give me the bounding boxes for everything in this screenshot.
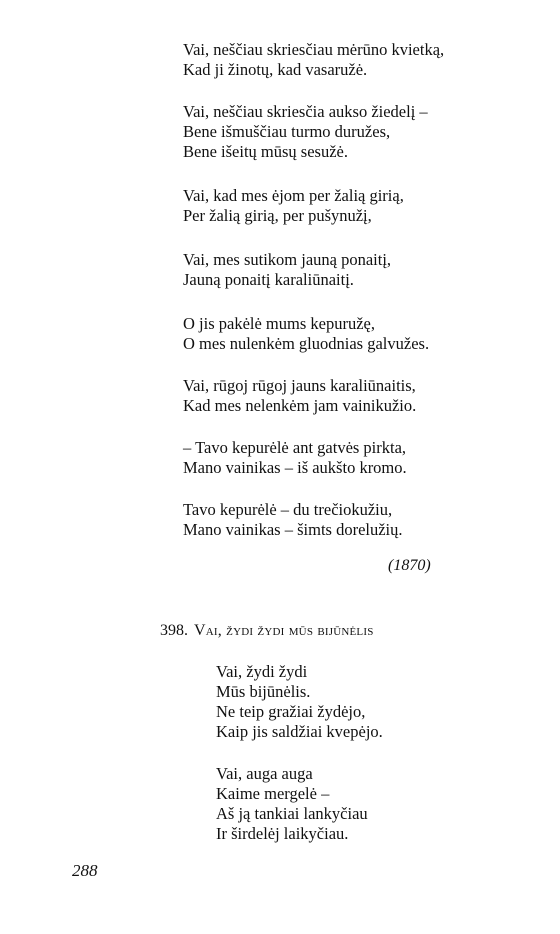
verse-line: Kad mes nelenkėm jam vainikužio. <box>183 396 417 415</box>
verse-line: Mano vainikas – iš aukšto kromo. <box>183 458 407 477</box>
poem1-stanza-7 <box>183 438 523 478</box>
poem-number: 398. <box>160 622 188 639</box>
verse-line: Ir širdelėj laikyčiau. <box>216 824 349 843</box>
page-number: 288 <box>72 861 98 880</box>
verse-line: Vai, neščiau skriesčiau mėrūno kvietką, <box>183 40 445 59</box>
poem2-stanza-1 <box>216 662 516 742</box>
poem-date: (1870) <box>388 557 431 574</box>
verse-line: Kad ji žinotų, kad vasaružė. <box>183 60 368 79</box>
poem1-stanza-4 <box>183 250 523 290</box>
verse-line: Kaime mergelė – <box>216 784 330 803</box>
verse-line: Mūs bijūnėlis. <box>216 682 311 701</box>
verse-line: Vai, kad mes ėjom per žalią girią, <box>183 186 404 205</box>
poem1-stanza-8 <box>183 500 523 540</box>
poem1-stanza-5 <box>183 314 523 354</box>
verse-line: Aš ją tankiai lankyčiau <box>216 804 368 823</box>
verse-line: Kaip jis saldžiai kvepėjo. <box>216 722 383 741</box>
poem1-stanza-3 <box>183 186 523 226</box>
verse-line: Jauną ponaitį karaliūnaitį. <box>183 270 354 289</box>
verse-line: Per žalią girią, per pušynužį, <box>183 206 372 225</box>
poem1-stanza-6 <box>183 376 523 416</box>
verse-line: Vai, rūgoj rūgoj jauns karaliūnaitis, <box>183 376 416 395</box>
poem-title: Vai, žydi žydi mūs bijūnėlis <box>194 622 374 639</box>
verse-line: Bene išeitų mūsų sesužė. <box>183 142 348 161</box>
verse-line: Vai, žydi žydi <box>216 662 308 681</box>
verse-line: Vai, auga auga <box>216 764 313 783</box>
verse-line: O jis pakėlė mums kepuružę, <box>183 314 375 333</box>
verse-line: Bene išmuščiau turmo duružes, <box>183 122 391 141</box>
poem2-stanza-2 <box>216 764 516 844</box>
poem-heading <box>160 620 374 642</box>
verse-line: Tavo kepurėlė – du trečiokužiu, <box>183 500 393 519</box>
verse-line: Vai, mes sutikom jauną ponaitį, <box>183 250 392 269</box>
poem1-stanza-1 <box>183 40 523 80</box>
verse-line: – Tavo kepurėlė ant gatvės pirkta, <box>183 438 407 457</box>
poem1-stanza-2 <box>183 102 523 162</box>
verse-line: Mano vainikas – šimts dorelužių. <box>183 520 403 539</box>
verse-line: Ne teip gražiai žydėjo, <box>216 702 366 721</box>
verse-line: Vai, neščiau skriesčia aukso žiedelį – <box>183 102 428 121</box>
verse-line: O mes nulenkėm gluodnias galvužes. <box>183 334 430 353</box>
